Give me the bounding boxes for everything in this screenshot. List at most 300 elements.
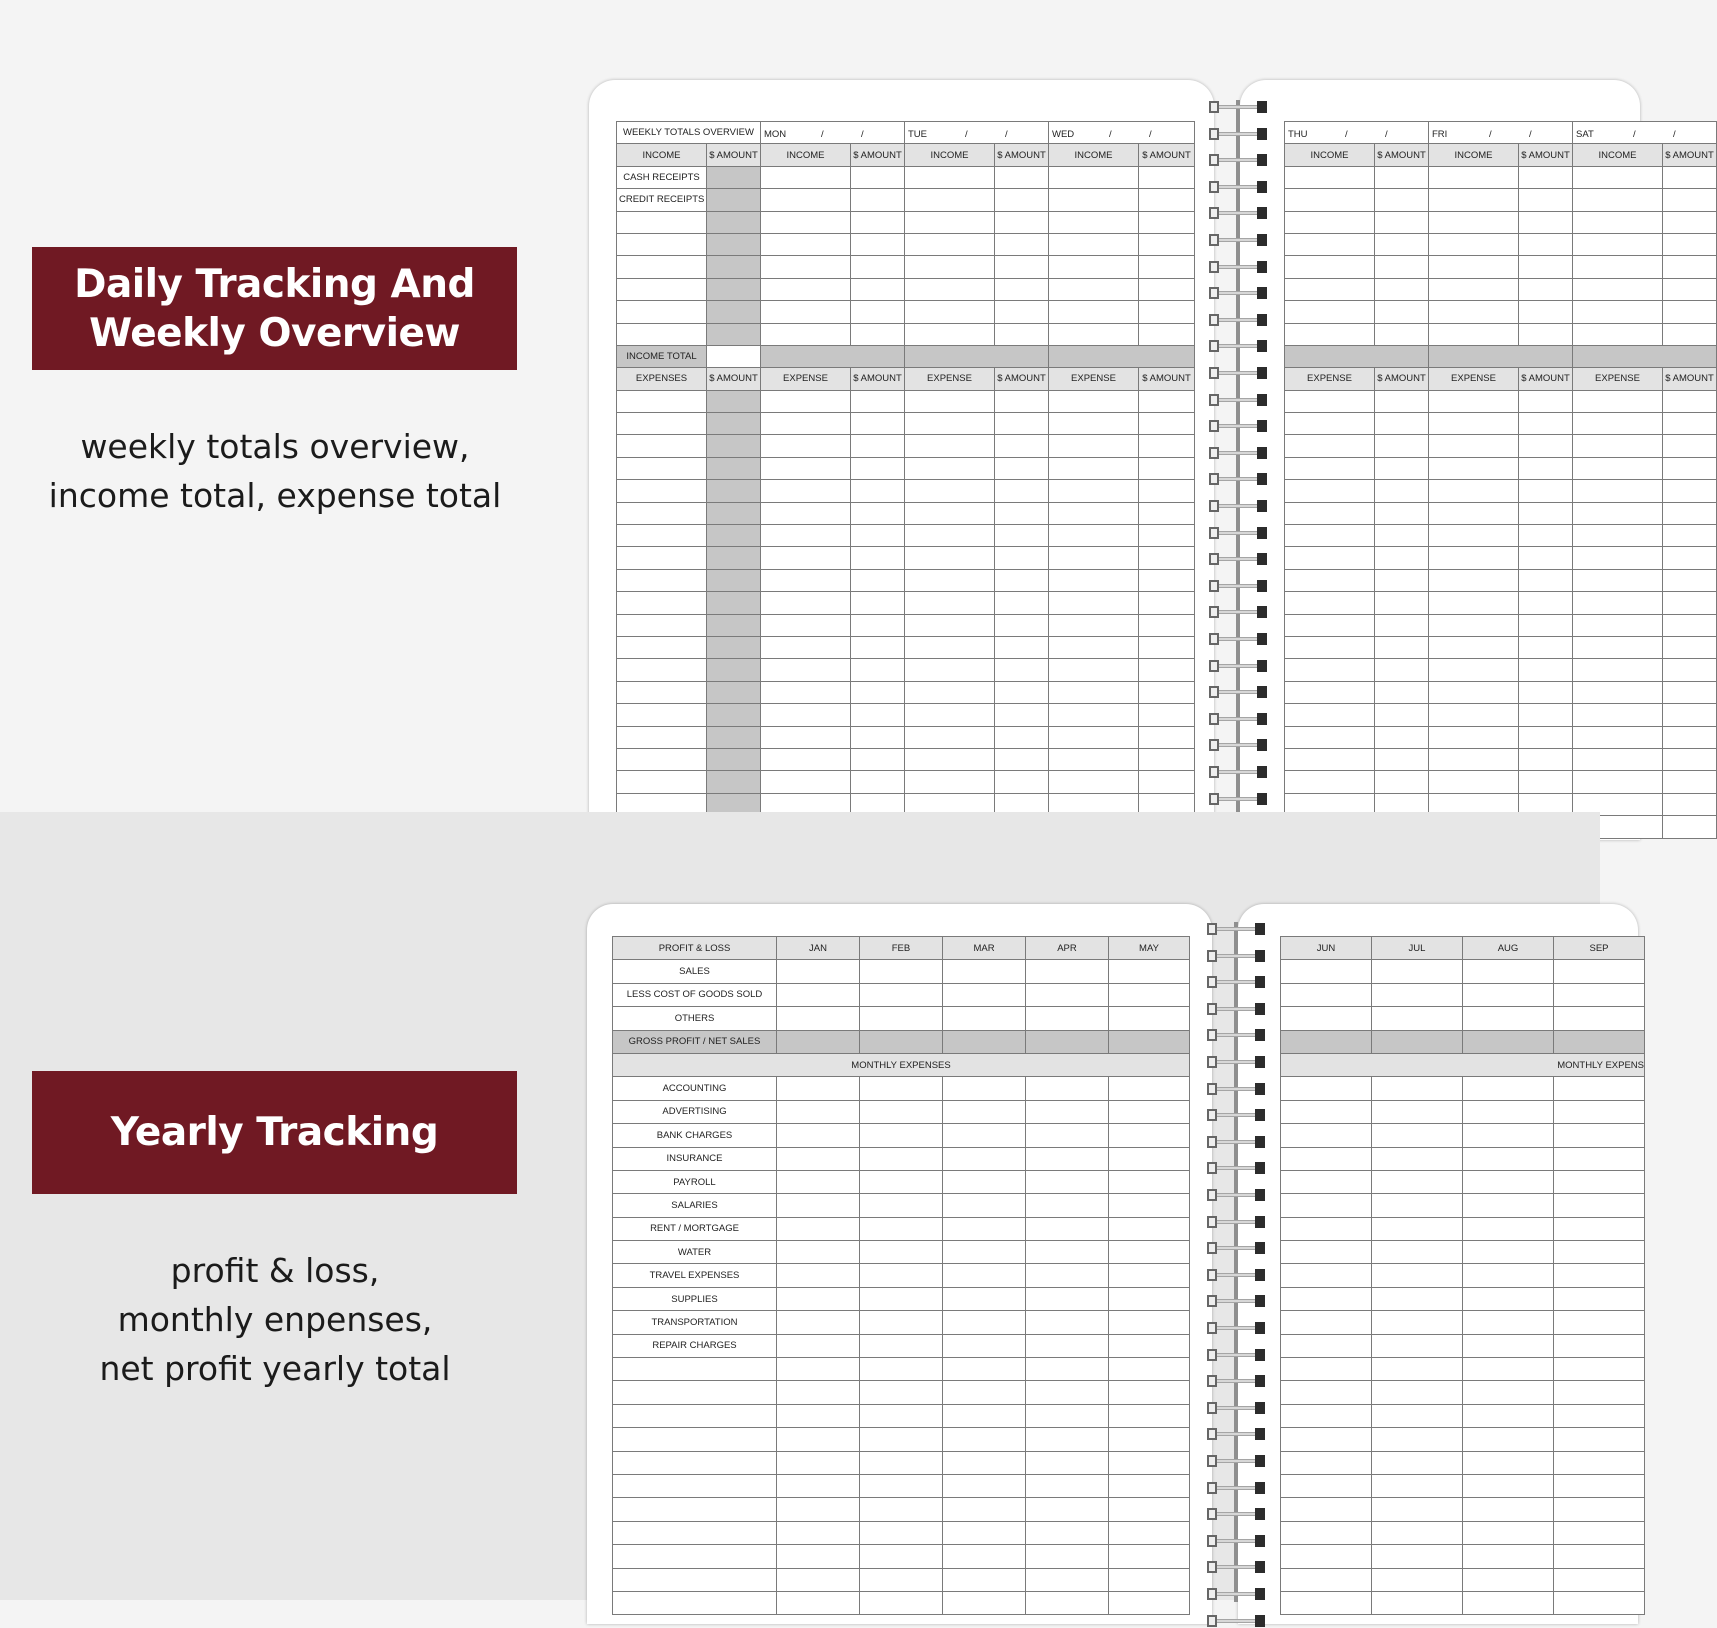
spiral-hole-left (1207, 1189, 1217, 1201)
table-row (1285, 636, 1717, 658)
amount-cell (707, 726, 761, 748)
day-name: MON (764, 129, 787, 141)
table-row (617, 704, 1195, 726)
entry-cell (1285, 278, 1375, 300)
entry-cell (1049, 166, 1139, 188)
amount-cell (995, 659, 1049, 681)
month-cell (1372, 1217, 1463, 1240)
table-row (617, 368, 1195, 390)
amount-cell (707, 390, 761, 412)
entry-cell (905, 771, 995, 793)
entry-cell (1049, 636, 1139, 658)
table-row (617, 144, 1195, 166)
amount-cell (1663, 256, 1717, 278)
table-row (1281, 1124, 1645, 1147)
amount-cell (851, 636, 905, 658)
month-cell (1109, 1358, 1190, 1381)
day-name: FRI (1432, 129, 1448, 141)
month-cell (1372, 983, 1463, 1006)
table-row (617, 122, 1195, 144)
month-cell (1026, 1007, 1109, 1030)
month-cell (1463, 1264, 1554, 1287)
spiral-hole-left (1207, 1216, 1217, 1228)
spiral-coil (1203, 339, 1273, 353)
month-cell (1026, 1428, 1109, 1451)
amount-header: $ AMOUNT (707, 368, 761, 390)
month-cell (1026, 1404, 1109, 1427)
amount-cell (1519, 256, 1573, 278)
spiral-hole-left (1207, 1535, 1217, 1547)
entry-cell (1429, 771, 1519, 793)
table-row (1281, 937, 1645, 960)
amount-cell (1519, 189, 1573, 211)
entry-cell (761, 435, 851, 457)
entry-cell (1573, 592, 1663, 614)
entry-cell (1049, 704, 1139, 726)
spiral-hole-left (1209, 580, 1219, 592)
entry-cell (1285, 390, 1375, 412)
spiral-hole-right (1255, 1455, 1265, 1467)
amount-cell (995, 480, 1049, 502)
spiral-wire (1217, 451, 1259, 455)
amount-cell (1139, 771, 1195, 793)
spiral-coil (1203, 499, 1273, 513)
entry-cell (1573, 256, 1663, 278)
amount-cell (707, 748, 761, 770)
spiral-wire (1217, 424, 1259, 428)
entry-cell (1429, 704, 1519, 726)
spiral-hole-right (1257, 154, 1267, 166)
income-item (617, 323, 707, 345)
monthly-expenses-header: MONTHLY EXPENSES (613, 1053, 1190, 1076)
month-cell (860, 1381, 943, 1404)
divider-cell (1049, 345, 1195, 367)
spiral-hole-left (1207, 923, 1217, 935)
spiral-coil (1201, 1454, 1271, 1468)
entry-cell (1049, 233, 1139, 255)
month-cell (860, 1194, 943, 1217)
amount-cell (1375, 704, 1429, 726)
spiral-coil (1201, 1507, 1271, 1521)
spiral-wire (1217, 344, 1259, 348)
expense-row-label (613, 1498, 777, 1521)
month-cell (1554, 1545, 1645, 1568)
amount-cell (1375, 771, 1429, 793)
amount-cell (1139, 166, 1195, 188)
entry-cell (1573, 278, 1663, 300)
month-cell (860, 1077, 943, 1100)
date-separator: / (1005, 129, 1008, 141)
weekly-right-page (1240, 80, 1714, 840)
expense-header: EXPENSE (1285, 368, 1375, 390)
spiral-coil (1203, 765, 1273, 779)
weekly-totals-overview-header: WEEKLY TOTALS OVERVIEW (617, 122, 761, 144)
month-cell (860, 1545, 943, 1568)
table-row (613, 1077, 1190, 1100)
spiral-hole-right (1255, 1216, 1265, 1228)
month-cell (943, 1521, 1026, 1544)
month-cell (1372, 1498, 1463, 1521)
amount-cell (1375, 681, 1429, 703)
month-cell (860, 1404, 943, 1427)
month-cell (943, 1358, 1026, 1381)
month-cell (1554, 1030, 1645, 1053)
pl-row-label: LESS COST OF GOODS SOLD (613, 983, 777, 1006)
amount-cell (995, 166, 1049, 188)
entry-cell (1285, 771, 1375, 793)
amount-cell (1139, 592, 1195, 614)
expense-row-label: PAYROLL (613, 1170, 777, 1193)
entry-cell (761, 592, 851, 614)
month-cell (860, 1124, 943, 1147)
amount-cell (1139, 569, 1195, 591)
entry-cell (1049, 323, 1139, 345)
table-row (617, 390, 1195, 412)
entry-cell (1285, 636, 1375, 658)
weekly-left-page (589, 80, 1214, 840)
amount-cell (1139, 614, 1195, 636)
month-cell (1109, 1241, 1190, 1264)
entry-cell (1429, 189, 1519, 211)
month-cell (777, 1287, 860, 1310)
month-cell (943, 983, 1026, 1006)
amount-header: $ AMOUNT (1375, 368, 1429, 390)
month-cell (1372, 1381, 1463, 1404)
month-cell (1281, 1264, 1372, 1287)
month-cell (1463, 1077, 1554, 1100)
entry-cell (905, 278, 995, 300)
month-cell (860, 1451, 943, 1474)
expense-row-label (613, 1381, 777, 1404)
expense-item (617, 390, 707, 412)
entry-cell (1049, 256, 1139, 278)
income-item: CASH RECEIPTS (617, 166, 707, 188)
entry-cell (1429, 726, 1519, 748)
spiral-hole-left (1207, 1588, 1217, 1600)
month-cell (1554, 1474, 1645, 1497)
month-cell (777, 1264, 860, 1287)
expense-row-label: TRANSPORTATION (613, 1311, 777, 1334)
table-row (617, 323, 1195, 345)
table-row (1281, 1381, 1645, 1404)
month-cell (1109, 1147, 1190, 1170)
spiral-hole-right (1255, 923, 1265, 935)
entry-cell (761, 636, 851, 658)
entry-cell (1429, 301, 1519, 323)
entry-cell (761, 323, 851, 345)
month-cell (1281, 1311, 1372, 1334)
month-cell (1281, 1358, 1372, 1381)
month-cell (1463, 1498, 1554, 1521)
table-row (617, 256, 1195, 278)
table-row (613, 1053, 1190, 1076)
income-header: INCOME (1049, 144, 1139, 166)
amount-cell (851, 480, 905, 502)
entry-cell (905, 525, 995, 547)
spiral-coil (1201, 1481, 1271, 1495)
spiral-coil (1201, 1268, 1271, 1282)
amount-cell (1663, 614, 1717, 636)
spiral-wire (1215, 1539, 1257, 1543)
table-row (613, 1521, 1190, 1544)
table-row (1281, 1474, 1645, 1497)
table-row (1285, 413, 1717, 435)
entry-cell (1429, 166, 1519, 188)
amount-cell (851, 189, 905, 211)
month-cell (1372, 1077, 1463, 1100)
entry-cell (1285, 189, 1375, 211)
amount-cell (707, 614, 761, 636)
month-cell (1026, 1287, 1109, 1310)
amount-cell (1139, 659, 1195, 681)
table-row (617, 502, 1195, 524)
entry-cell (1573, 323, 1663, 345)
spiral-hole-right (1255, 1428, 1265, 1440)
table-row (1281, 1568, 1645, 1591)
month-cell (1463, 1474, 1554, 1497)
amount-cell (851, 614, 905, 636)
expense-item (617, 681, 707, 703)
month-header: JUL (1372, 937, 1463, 960)
amount-cell (1663, 502, 1717, 524)
amount-cell (851, 547, 905, 569)
amount-cell (995, 502, 1049, 524)
amount-cell (1663, 413, 1717, 435)
spiral-hole-left (1207, 1508, 1217, 1520)
table-row (1285, 278, 1717, 300)
expense-item (617, 547, 707, 569)
table-row (613, 1147, 1190, 1170)
spiral-hole-right (1257, 207, 1267, 219)
month-cell (860, 1521, 943, 1544)
month-cell (1109, 1077, 1190, 1100)
month-cell (777, 1358, 860, 1381)
spiral-hole-right (1255, 976, 1265, 988)
amount-cell (1519, 278, 1573, 300)
spiral-coil (1201, 1614, 1271, 1628)
month-cell (1554, 983, 1645, 1006)
spiral-coil (1201, 1534, 1271, 1548)
spiral-hole-right (1257, 181, 1267, 193)
spiral-hole-left (1209, 394, 1219, 406)
spiral-hole-right (1257, 314, 1267, 326)
month-cell (777, 1381, 860, 1404)
amount-cell (1375, 659, 1429, 681)
entry-cell (1049, 614, 1139, 636)
spiral-hole-right (1257, 739, 1267, 751)
spiral-hole-right (1255, 1136, 1265, 1148)
entry-cell (1049, 748, 1139, 770)
month-cell (777, 1217, 860, 1240)
spiral-hole-left (1207, 1375, 1217, 1387)
spiral-hole-left (1207, 1615, 1217, 1627)
spiral-coil (1203, 153, 1273, 167)
spiral-wire (1215, 1220, 1257, 1224)
month-cell (860, 1264, 943, 1287)
spiral-wire (1215, 1432, 1257, 1436)
day-name: SAT (1576, 129, 1594, 141)
amount-cell (707, 457, 761, 479)
entry-cell (1573, 614, 1663, 636)
month-cell (943, 1474, 1026, 1497)
month-cell (1554, 1498, 1645, 1521)
amount-header: $ AMOUNT (995, 144, 1049, 166)
amount-cell (707, 681, 761, 703)
table-row (613, 1194, 1190, 1217)
amount-cell (707, 256, 761, 278)
table-row (1285, 457, 1717, 479)
pl-row-label: OTHERS (613, 1007, 777, 1030)
amount-cell (707, 569, 761, 591)
date-separator: / (965, 129, 968, 141)
spiral-hole-left (1207, 1056, 1217, 1068)
month-cell (943, 1170, 1026, 1193)
spiral-hole-left (1209, 739, 1219, 751)
amount-cell (1519, 457, 1573, 479)
spiral-hole-left (1207, 1349, 1217, 1361)
amount-cell (1663, 569, 1717, 591)
amount-cell (1519, 704, 1573, 726)
table-row (1281, 1428, 1645, 1451)
entry-cell (761, 726, 851, 748)
amount-header: $ AMOUNT (1375, 144, 1429, 166)
month-cell (943, 1451, 1026, 1474)
spiral-hole-left (1209, 420, 1219, 432)
amount-cell (1519, 480, 1573, 502)
entry-cell (905, 435, 995, 457)
amount-cell (1519, 166, 1573, 188)
month-cell (1554, 1381, 1645, 1404)
income-header: INCOME (617, 144, 707, 166)
amount-cell (995, 614, 1049, 636)
amount-cell (1519, 771, 1573, 793)
entry-cell (761, 547, 851, 569)
spiral-hole-right (1257, 420, 1267, 432)
month-cell (1463, 1428, 1554, 1451)
entry-cell (761, 189, 851, 211)
amount-header: $ AMOUNT (707, 144, 761, 166)
entry-cell (1429, 681, 1519, 703)
entry-cell (1429, 592, 1519, 614)
spiral-wire (1215, 1486, 1257, 1490)
expense-row-label: REPAIR CHARGES (613, 1334, 777, 1357)
spiral-wire (1217, 265, 1259, 269)
month-cell (1281, 1404, 1372, 1427)
income-header: INCOME (1429, 144, 1519, 166)
month-cell (943, 960, 1026, 983)
entry-cell (1573, 659, 1663, 681)
spiral-coil (1203, 659, 1273, 673)
spiral-hole-right (1255, 950, 1265, 962)
entry-cell (1285, 502, 1375, 524)
month-header: JUN (1281, 937, 1372, 960)
amount-header: $ AMOUNT (1663, 368, 1717, 390)
month-cell (1026, 960, 1109, 983)
month-cell (777, 960, 860, 983)
spiral-coil (1203, 180, 1273, 194)
amount-cell (995, 301, 1049, 323)
table-row (1281, 1545, 1645, 1568)
expense-header: EXPENSE (1573, 368, 1663, 390)
amount-cell (1519, 636, 1573, 658)
spiral-wire (1217, 504, 1259, 508)
table-row (613, 1007, 1190, 1030)
amount-cell (1519, 681, 1573, 703)
spiral-hole-left (1207, 1136, 1217, 1148)
month-cell (777, 1147, 860, 1170)
month-cell (1281, 1147, 1372, 1170)
amount-cell (1663, 748, 1717, 770)
expense-item (617, 502, 707, 524)
month-cell (1554, 1170, 1645, 1193)
entry-cell (1573, 726, 1663, 748)
month-cell (1463, 1521, 1554, 1544)
entry-cell (1049, 547, 1139, 569)
month-cell (1281, 1170, 1372, 1193)
spiral-hole-left (1207, 1455, 1217, 1467)
amount-cell (707, 435, 761, 457)
spiral-hole-right (1255, 1322, 1265, 1334)
amount-cell (1139, 390, 1195, 412)
table-row (1281, 1077, 1645, 1100)
entry-cell (1049, 278, 1139, 300)
spiral-hole-right (1255, 1615, 1265, 1627)
spiral-wire (1215, 1087, 1257, 1091)
table-row (1281, 1591, 1645, 1614)
amount-cell (707, 278, 761, 300)
entry-cell (905, 323, 995, 345)
month-cell (860, 1591, 943, 1614)
month-cell (777, 1334, 860, 1357)
spiral-wire (1215, 927, 1257, 931)
spiral-hole-right (1255, 1003, 1265, 1015)
amount-cell (1519, 547, 1573, 569)
month-cell (943, 1591, 1026, 1614)
table-row (1285, 390, 1717, 412)
expense-item (617, 592, 707, 614)
spiral-hole-left (1207, 1402, 1217, 1414)
income-item (617, 233, 707, 255)
table-row (1285, 301, 1717, 323)
spiral-wire (1215, 1619, 1257, 1623)
month-cell (1554, 1194, 1645, 1217)
table-row (1285, 771, 1717, 793)
table-row (617, 681, 1195, 703)
amount-cell (707, 323, 761, 345)
spiral-wire (1217, 477, 1259, 481)
weekly-right-table (1284, 121, 1717, 839)
month-cell (1554, 1568, 1645, 1591)
spiral-wire (1217, 557, 1259, 561)
month-header: MAY (1109, 937, 1190, 960)
spiral-hole-left (1209, 207, 1219, 219)
amount-cell (1519, 323, 1573, 345)
spiral-wire (1215, 1166, 1257, 1170)
entry-cell (1573, 748, 1663, 770)
spiral-hole-left (1209, 713, 1219, 725)
month-cell (1463, 1170, 1554, 1193)
month-cell (860, 1498, 943, 1521)
amount-cell (995, 278, 1049, 300)
amount-cell (1139, 681, 1195, 703)
month-cell (1109, 1474, 1190, 1497)
yearly-left-table (612, 936, 1190, 1615)
entry-cell (1285, 233, 1375, 255)
month-cell (943, 1147, 1026, 1170)
amount-cell (1139, 748, 1195, 770)
table-row (617, 166, 1195, 188)
spiral-hole-right (1257, 500, 1267, 512)
